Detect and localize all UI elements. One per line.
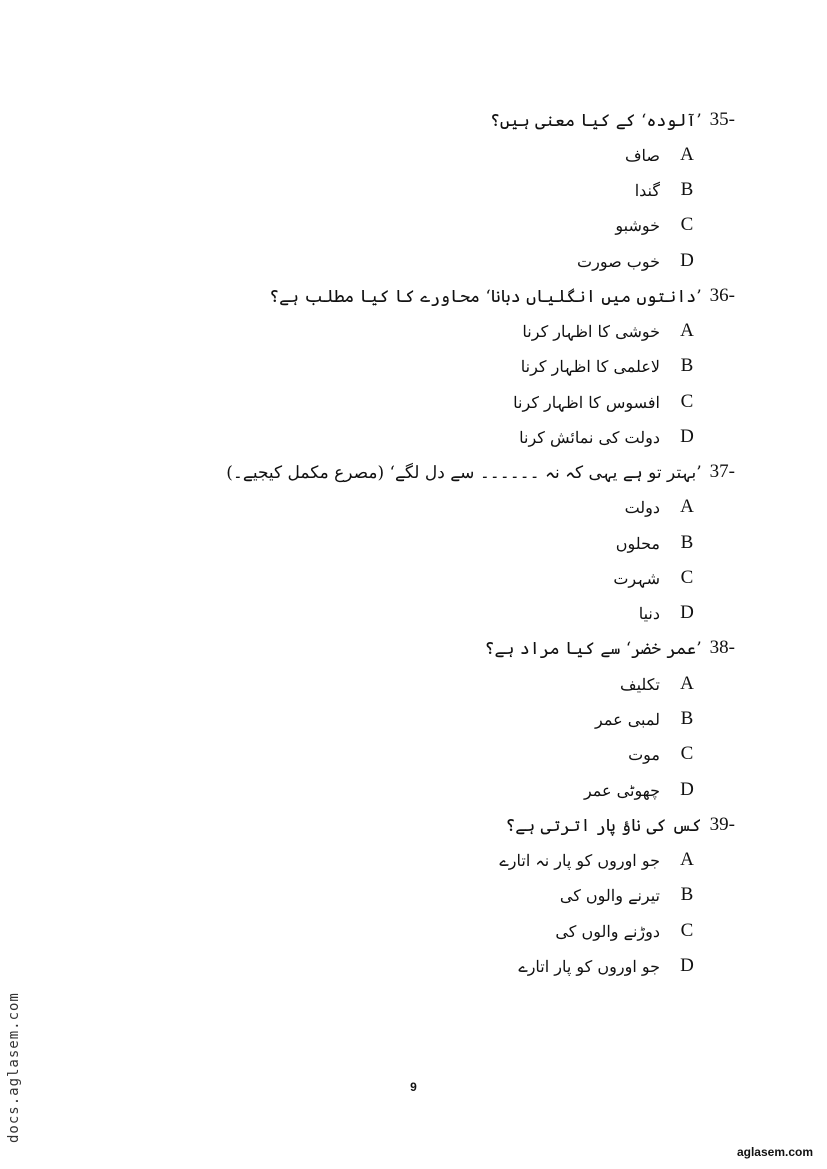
option-label: D bbox=[680, 426, 694, 447]
question-text: ’عمر خضر‘ سے کیا مراد ہے؟ bbox=[484, 638, 702, 659]
option-d bbox=[577, 248, 696, 274]
option-a bbox=[625, 494, 696, 520]
page-number: 9 bbox=[410, 1080, 417, 1094]
option-label: B bbox=[680, 355, 694, 376]
option-b bbox=[635, 177, 696, 203]
option-label: A bbox=[680, 673, 694, 694]
option-label: D bbox=[680, 250, 694, 271]
option-text: خوشی کا اظہار کرنا bbox=[522, 321, 660, 341]
option-label: B bbox=[680, 179, 694, 200]
option-label: C bbox=[680, 391, 694, 412]
question-number: 39- bbox=[709, 814, 735, 835]
option-label: A bbox=[680, 849, 694, 870]
option-text: جو اوروں کو پار نہ اتارے bbox=[499, 850, 660, 870]
side-watermark: docs.aglasem.com bbox=[6, 992, 22, 1143]
option-label: B bbox=[680, 532, 694, 553]
option-text: تکلیف bbox=[620, 674, 660, 694]
option-text: دولت کی نمائش کرنا bbox=[519, 427, 660, 447]
option-text: چھوٹی عمر bbox=[583, 780, 660, 800]
corner-watermark: aglasem.com bbox=[736, 1145, 813, 1159]
option-label: D bbox=[680, 955, 694, 976]
option-text: خوب صورت bbox=[577, 251, 660, 271]
option-label: B bbox=[680, 884, 694, 905]
option-label: D bbox=[680, 602, 694, 623]
question-number: 36- bbox=[709, 285, 735, 306]
option-c bbox=[615, 212, 696, 238]
option-c bbox=[628, 741, 696, 767]
option-text: محلوں bbox=[615, 533, 660, 553]
option-text: دوڑنے والوں کی bbox=[555, 921, 660, 941]
option-a bbox=[499, 847, 696, 873]
option-b bbox=[521, 353, 696, 379]
option-a bbox=[625, 142, 696, 168]
option-text: افسوس کا اظہار کرنا bbox=[513, 392, 660, 412]
option-b bbox=[560, 882, 696, 908]
option-a bbox=[522, 318, 696, 344]
question-text: ’دانتوں میں انگلیاں دبانا‘ محاورے کا کیا مطلب ہے؟ bbox=[269, 286, 702, 307]
option-text: شہرت bbox=[613, 568, 660, 588]
option-label: C bbox=[680, 743, 694, 764]
question-38 bbox=[485, 635, 735, 661]
option-b bbox=[595, 706, 696, 732]
option-text: دولت bbox=[624, 497, 660, 517]
option-a bbox=[620, 671, 696, 697]
option-label: B bbox=[680, 708, 694, 729]
option-label: D bbox=[680, 779, 694, 800]
option-d bbox=[519, 424, 696, 450]
option-text: لمبی عمر bbox=[595, 709, 660, 729]
question-number: 38- bbox=[709, 637, 735, 658]
option-label: A bbox=[680, 144, 694, 165]
option-d bbox=[518, 953, 696, 979]
option-text: خوشبو bbox=[615, 215, 660, 235]
option-text: تیرنے والوں کی bbox=[559, 885, 660, 905]
option-text: موت bbox=[628, 744, 660, 764]
question-text: ’آلودہ‘ کے کیا معنی ہیں؟ bbox=[489, 110, 702, 131]
option-label: A bbox=[680, 320, 694, 341]
question-37 bbox=[226, 459, 735, 485]
option-c bbox=[613, 565, 696, 591]
option-c bbox=[555, 918, 696, 944]
option-c bbox=[513, 389, 696, 415]
question-35 bbox=[490, 107, 735, 133]
question-number: 35- bbox=[709, 109, 735, 130]
option-text: لاعلمی کا اظہار کرنا bbox=[520, 356, 660, 376]
question-number: 37- bbox=[709, 461, 735, 482]
option-text: دنیا bbox=[638, 603, 660, 623]
option-d bbox=[584, 777, 696, 803]
question-text: ’بہتر تو ہے یہی کہ نہ ۔۔۔۔۔۔ سے دل لگے‘ (مصرع مکمل کیجیے۔) bbox=[226, 462, 702, 483]
question-text: کس کی ناؤ پار اترتی ہے؟ bbox=[505, 815, 702, 836]
option-text: گندا bbox=[634, 180, 660, 200]
option-label: A bbox=[680, 496, 694, 517]
option-label: C bbox=[680, 214, 694, 235]
question-36 bbox=[269, 283, 735, 309]
option-text: جو اوروں کو پار اتارے bbox=[518, 956, 660, 976]
option-label: C bbox=[680, 567, 694, 588]
option-b bbox=[616, 530, 696, 556]
question-39 bbox=[505, 812, 735, 838]
option-text: صاف bbox=[624, 145, 660, 165]
option-d bbox=[639, 600, 696, 626]
option-label: C bbox=[680, 920, 694, 941]
